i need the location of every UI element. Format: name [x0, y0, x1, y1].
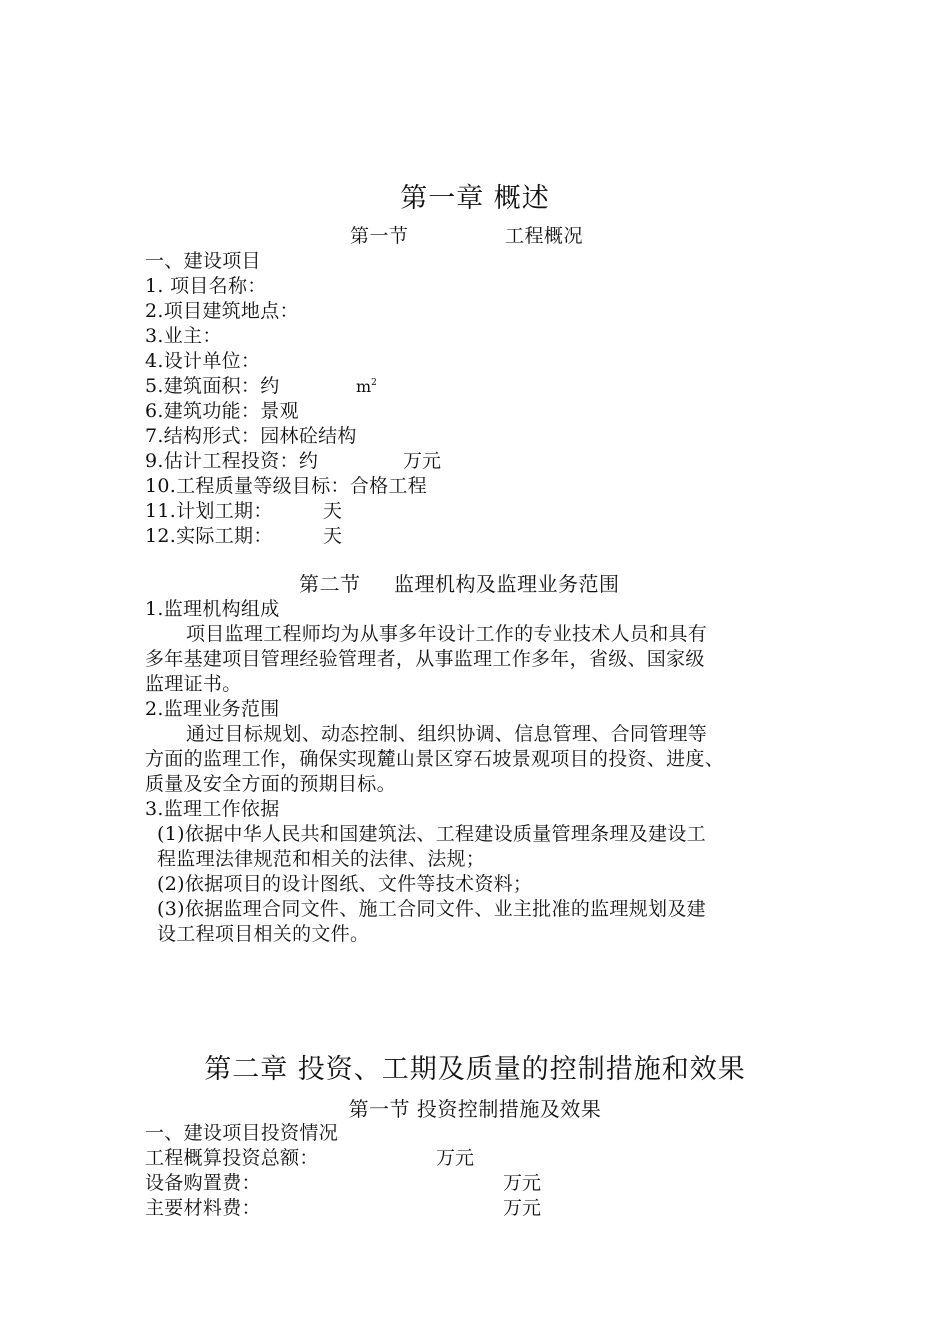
section-1-label: 第一节 [350, 225, 409, 247]
scope-heading: 2.监理业务范围 [145, 698, 280, 720]
investment-unit: 万元 [403, 450, 442, 472]
scope-paragraph-line-1: 通过目标规划、动态控制、组织协调、信息管理、合同管理等 [186, 723, 708, 745]
area-unit-base: m [356, 377, 372, 396]
org-paragraph-line-1: 项目监理工程师均为从事多年设计工作的专业技术人员和具有 [186, 623, 708, 645]
section-2-label: 第二节 [299, 572, 361, 596]
actual-duration-unit: 天 [323, 525, 343, 547]
item-building-area: 5.建筑面积：约 [145, 375, 280, 397]
materials-cost-unit: 万元 [503, 1197, 542, 1219]
investment-heading: 一、建设项目投资情况 [145, 1122, 339, 1144]
item-quality-target: 10.工程质量等级目标：合格工程 [145, 475, 428, 497]
scope-paragraph-line-3: 质量及安全方面的预期目标。 [145, 773, 396, 795]
equipment-cost-unit: 万元 [503, 1172, 542, 1194]
item-actual-duration: 12.实际工期： [145, 525, 273, 547]
basis-item-3-line-1: (3)依据监理合同文件、施工合同文件、业主批准的监理规划及建 [157, 898, 706, 920]
basis-item-2: (2)依据项目的设计图纸、文件等技术资料； [157, 873, 533, 895]
item-planned-duration: 11.计划工期： [145, 500, 273, 522]
section-1-title: 工程概况 [505, 225, 584, 247]
item-owner: 3.业主： [145, 325, 222, 347]
org-paragraph-line-3: 监理证书。 [145, 673, 242, 695]
item-structure-form: 7.结构形式：园林砼结构 [145, 425, 357, 447]
chapter-2-section-1-title: 第一节 投资控制措施及效果 [348, 1097, 602, 1121]
item-estimated-investment: 9.估计工程投资：约 [145, 450, 319, 472]
total-investment-label: 工程概算投资总额： [145, 1147, 319, 1169]
item-project-location: 2.项目建筑地点： [145, 300, 299, 322]
materials-cost-label: 主要材料费： [145, 1197, 261, 1219]
item-building-function: 6.建筑功能：景观 [145, 400, 299, 422]
project-heading: 一、建设项目 [145, 250, 261, 272]
chapter-2-title: 第二章 投资、工期及质量的控制措施和效果 [204, 1054, 746, 1085]
basis-heading: 3.监理工作依据 [145, 798, 280, 820]
item-project-name: 1. 项目名称： [145, 275, 267, 297]
chapter-1-title: 第一章 概述 [400, 183, 550, 214]
basis-item-3-line-2: 设工程项目相关的文件。 [157, 923, 370, 945]
area-unit-superscript: 2 [371, 378, 377, 388]
basis-item-1-line-1: (1)依据中华人民共和国建筑法、工程建设质量管理条理及建设工 [157, 823, 706, 845]
scope-paragraph-line-2: 方面的监理工作，确保实现麓山景区穿石坡景观项目的投资、进度、 [145, 748, 725, 770]
basis-item-1-line-2: 程监理法律规范和相关的法律、法规； [157, 848, 486, 870]
item-designer: 4.设计单位： [145, 350, 261, 372]
section-2-title: 监理机构及监理业务范围 [394, 572, 620, 596]
area-unit [356, 374, 377, 399]
planned-duration-unit: 天 [323, 500, 343, 522]
equipment-cost-label: 设备购置费： [145, 1172, 261, 1194]
total-investment-unit: 万元 [436, 1147, 475, 1169]
org-paragraph-line-2: 多年基建项目管理经验管理者，从事监理工作多年，省级、国家级 [145, 648, 705, 670]
org-heading: 1.监理机构组成 [145, 598, 280, 620]
